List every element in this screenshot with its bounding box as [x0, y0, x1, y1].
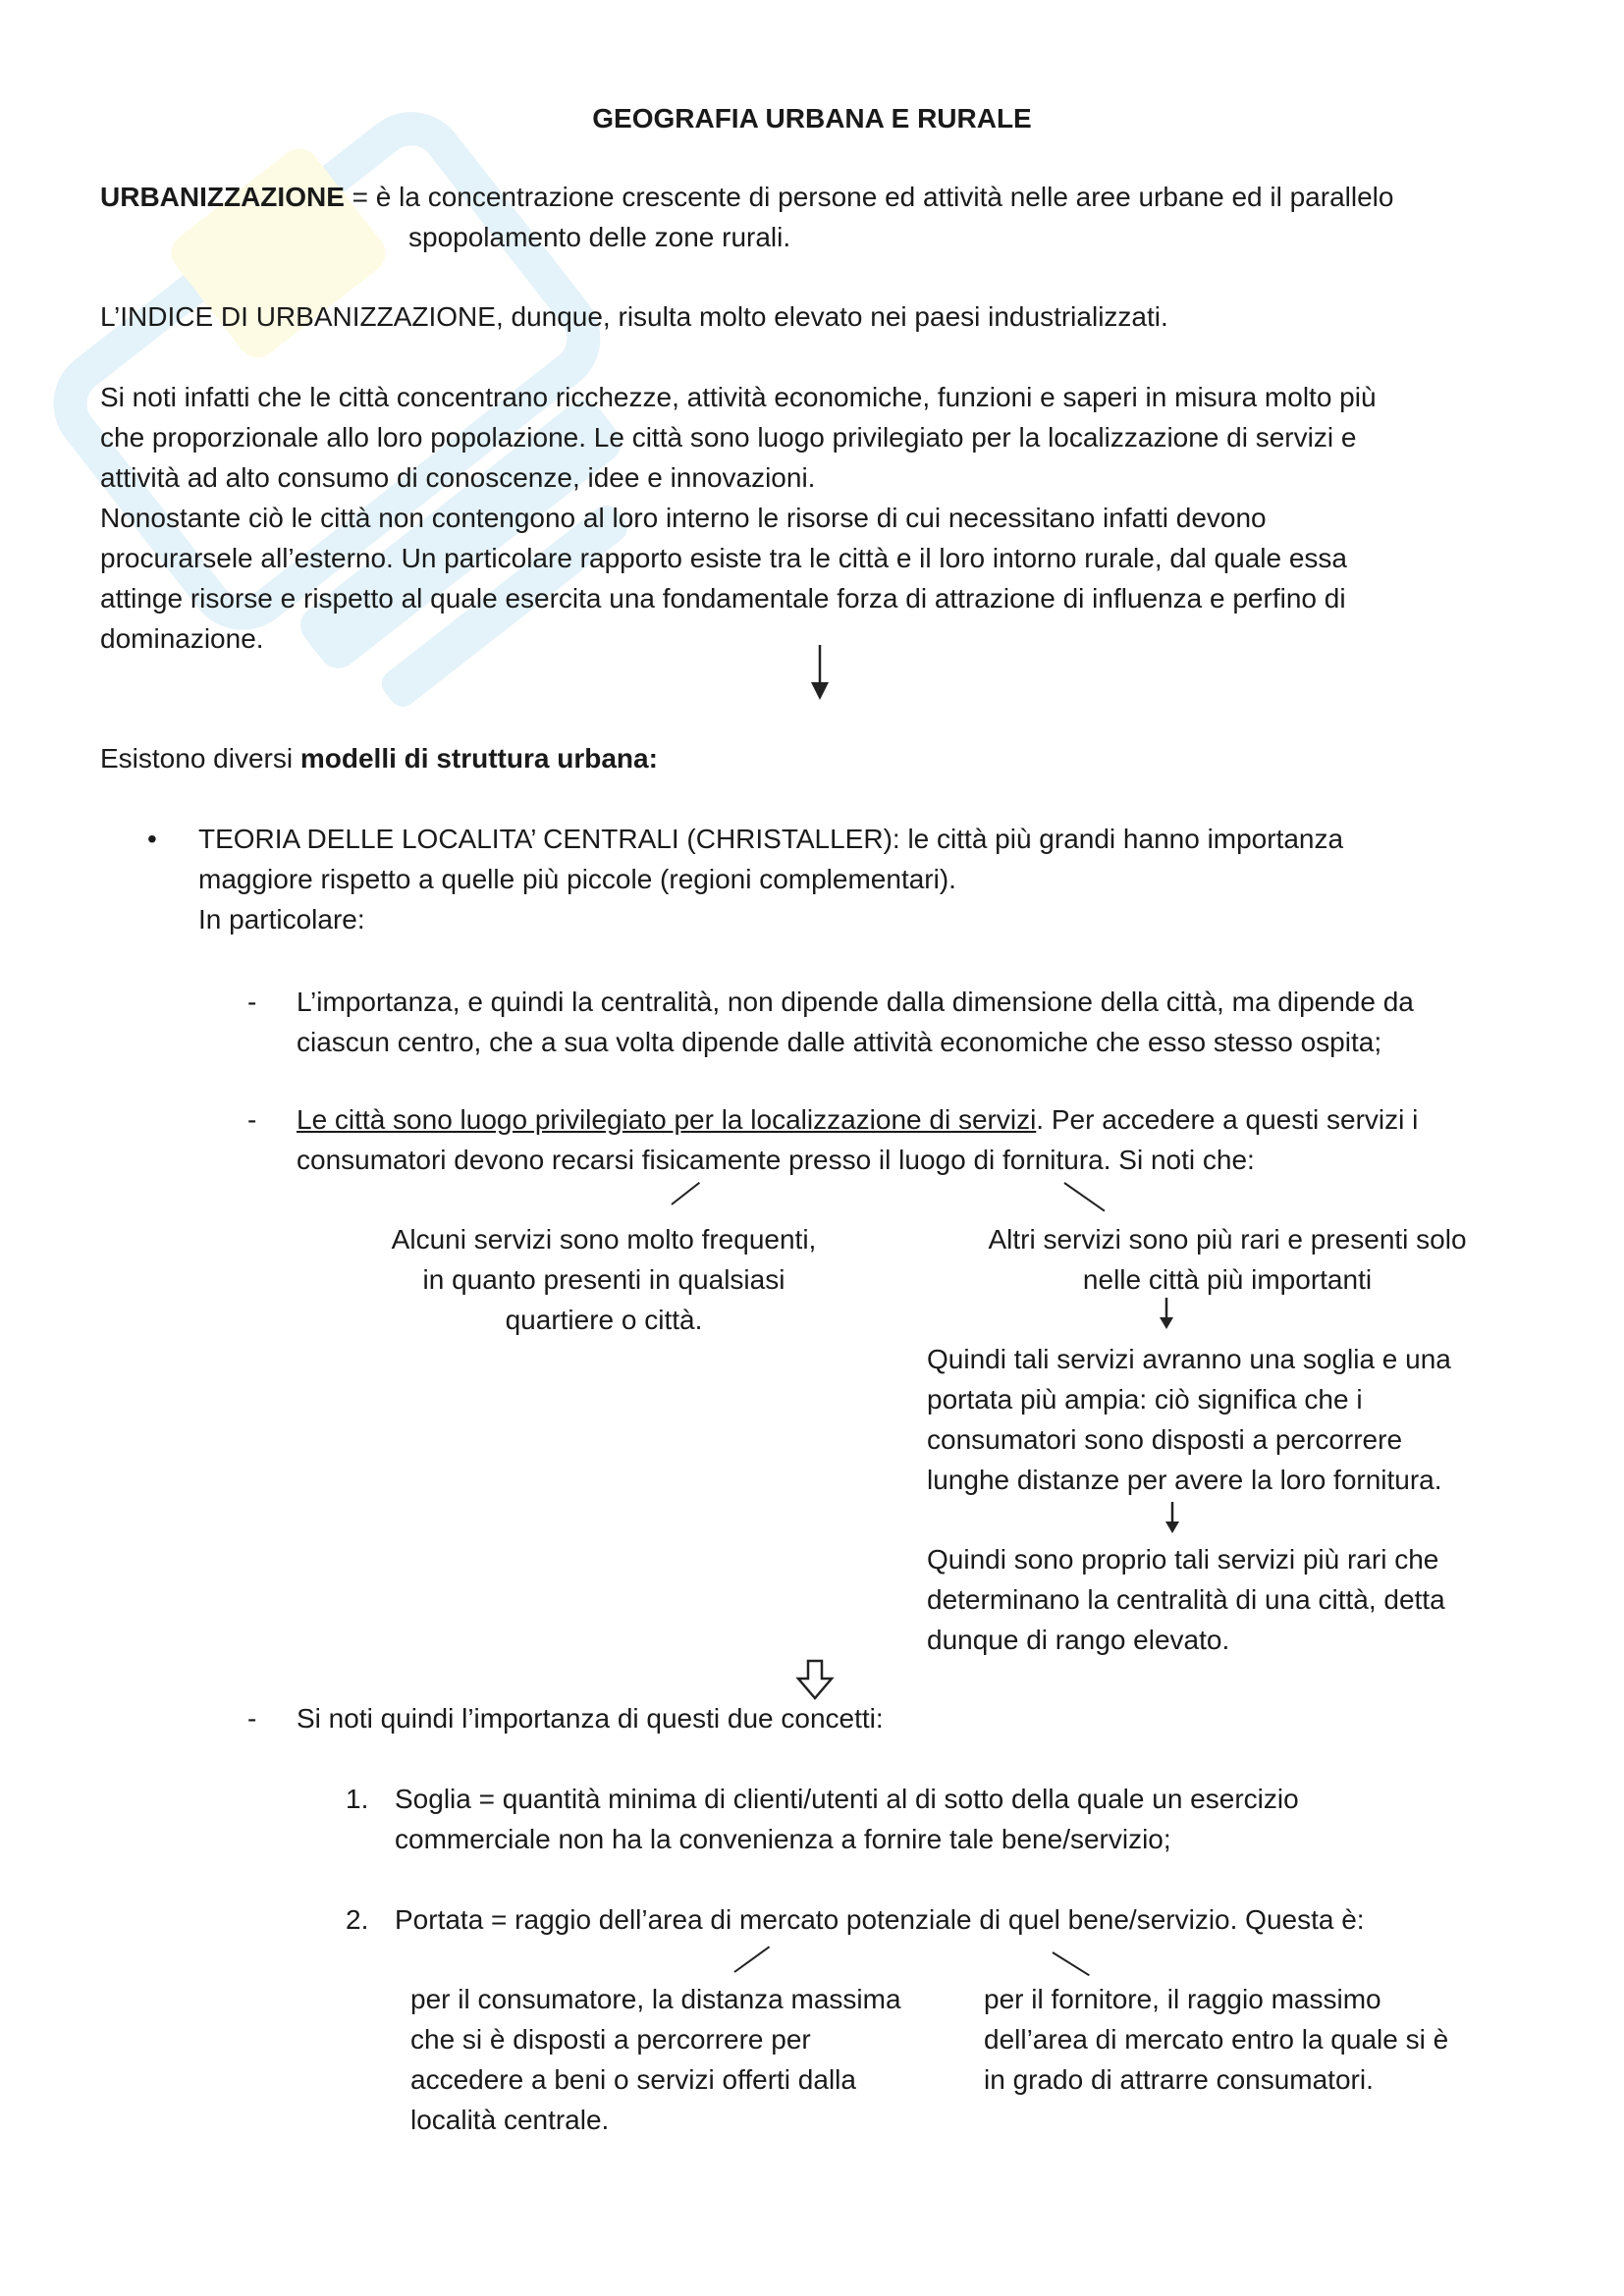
quindi-line: dunque di rango elevato. — [927, 1625, 1230, 1655]
item-line — [297, 1099, 1612, 1140]
bullet-line: maggiore rispetto a quelle più piccole (regioni complementari). — [198, 864, 956, 894]
rare-services-text — [923, 1219, 1532, 1300]
quindi-soglia-text — [927, 1339, 1575, 1500]
portata-consumatore-text — [410, 1979, 980, 2140]
portata-line: dell’area di mercato entro la quale si è — [984, 2024, 1449, 2055]
servizi-item — [297, 1099, 1612, 1180]
portata-line: accedere a beni o servizi offerti dalla — [410, 2064, 856, 2095]
concetti-heading: Si noti quindi l’importanza di questi due concetti: — [297, 1703, 884, 1734]
down-arrow-small-icon — [1161, 1500, 1184, 1535]
item-line: consumatori devono recarsi fisicamente presso il luogo di fornitura. Si noti che: — [297, 1145, 1255, 1175]
portata-line: che si è disposti a percorrere per — [410, 2024, 811, 2055]
bullet-line: In particolare: — [198, 904, 365, 934]
branch-line-text: Altri servizi sono più rari e presenti solo — [988, 1224, 1467, 1255]
underlined-text: Le città sono luogo privilegiato per la localizzazione di servizi — [297, 1104, 1037, 1135]
christaller-bullet — [198, 819, 1573, 939]
urbanizzazione-definition — [100, 177, 1573, 217]
dash-marker: - — [247, 987, 257, 1017]
bullet-line: TEORIA DELLE LOCALITA’ CENTRALI (CHRISTALLER): le città più grandi hanno importanza — [198, 824, 1344, 854]
list-number: 2. — [346, 1904, 369, 1935]
paragraph-line: che proporzionale allo loro popolazione. Le città sono luogo privilegiato per la localizzazione di servizi e — [100, 422, 1357, 453]
paragraph-line: procurarsele all’esterno. Un particolare rapporto esiste tra le città e il loro intorno rurale, dal quale essa — [100, 543, 1347, 573]
modelli-heading — [100, 738, 1534, 778]
modelli-bold: modelli di struttura urbana: — [299, 743, 658, 774]
dash-marker: - — [247, 1703, 257, 1734]
portata-definition — [395, 1899, 1593, 1940]
intro-paragraph — [100, 377, 1534, 659]
paragraph-line: Si noti infatti che le città concentrano ricchezze, attività economiche, funzioni e saperi in misura molto più — [100, 382, 1377, 412]
down-arrow-icon — [805, 643, 835, 702]
portata-fornitore-text — [984, 1979, 1593, 2100]
branch-line-text: in quanto presenti in qualsiasi — [422, 1264, 785, 1295]
soglia-definition — [395, 1779, 1573, 1859]
hollow-down-arrow-icon — [795, 1659, 835, 1702]
quindi-line: Quindi tali servizi avranno una soglia e una — [927, 1344, 1451, 1374]
definition-line: Portata = raggio dell’area di mercato potenziale di quel bene/servizio. Questa è: — [395, 1904, 1365, 1935]
paragraph-line: Nonostante ciò le città non contengono al loro interno le risorse di cui necessitano infatti devono — [100, 503, 1267, 533]
quindi-centralita-text — [927, 1539, 1575, 1660]
quindi-line: portata più ampia: ciò significa che i — [927, 1384, 1363, 1415]
urbanizzazione-text-continued: spopolamento delle zone rurali. — [408, 222, 791, 252]
frequent-services-text — [324, 1219, 884, 1340]
branch-line-text: nelle città più importanti — [1082, 1264, 1373, 1295]
centralita-item — [297, 982, 1593, 1062]
modelli-prefix: Esistono diversi — [100, 743, 300, 774]
branch-line-text: Alcuni servizi sono molto frequenti, — [391, 1224, 817, 1255]
quindi-line: Quindi sono proprio tali servizi più rari che — [927, 1544, 1439, 1575]
bullet-symbol: • — [147, 824, 157, 854]
branch-line-icon — [1052, 1951, 1089, 1976]
portata-line: per il fornitore, il raggio massimo — [984, 1984, 1381, 2014]
branch-line-icon — [733, 1946, 770, 1972]
portata-line: per il consumatore, la distanza massima — [410, 1984, 901, 2014]
paragraph-line: attività ad alto consumo di conoscenze, idee e innovazioni. — [100, 462, 816, 493]
branch-line-icon — [671, 1182, 700, 1205]
paragraph-line: dominazione. — [100, 623, 264, 654]
list-number: 1. — [346, 1784, 369, 1814]
branch-line-text: quartiere o città. — [505, 1305, 703, 1335]
portata-line: località centrale. — [410, 2105, 610, 2135]
page-title: GEOGRAFIA URBANA E RURALE — [592, 103, 1032, 133]
quindi-line: lunghe distanze per avere la loro fornitura. — [927, 1465, 1442, 1495]
quindi-line: determinano la centralità di una città, detta — [927, 1584, 1445, 1615]
definition-line: Soglia = quantità minima di clienti/utenti al di sotto della quale un esercizio — [395, 1784, 1299, 1814]
paragraph-line: attinge risorse e rispetto al quale esercita una fondamentale forza di attrazione di influenza e perfino di — [100, 583, 1346, 614]
dash-marker: - — [247, 1104, 257, 1135]
portata-line: in grado di attrarre consumatori. — [984, 2064, 1374, 2095]
urbanizzazione-term: URBANIZZAZIONE — [100, 182, 345, 212]
urbanizzazione-text: = è la concentrazione crescente di persone ed attività nelle aree urbane ed il parallelo — [344, 182, 1394, 212]
indice-urbanizzazione-text: L’INDICE DI URBANIZZAZIONE, dunque, risulta molto elevato nei paesi industrializzati. — [100, 301, 1168, 332]
quindi-line: consumatori sono disposti a percorrere — [927, 1424, 1403, 1455]
branch-line-icon — [1063, 1182, 1105, 1211]
item-text: . Per accedere a questi servizi i — [1036, 1104, 1419, 1135]
definition-line: commerciale non ha la convenienza a fornire tale bene/servizio; — [395, 1824, 1171, 1854]
item-line: ciascun centro, che a sua volta dipende dalle attività economiche che esso stesso ospita; — [297, 1027, 1382, 1057]
item-line: L’importanza, e quindi la centralità, non dipende dalla dimensione della città, ma dipende da — [297, 987, 1414, 1017]
down-arrow-small-icon — [1155, 1296, 1178, 1331]
